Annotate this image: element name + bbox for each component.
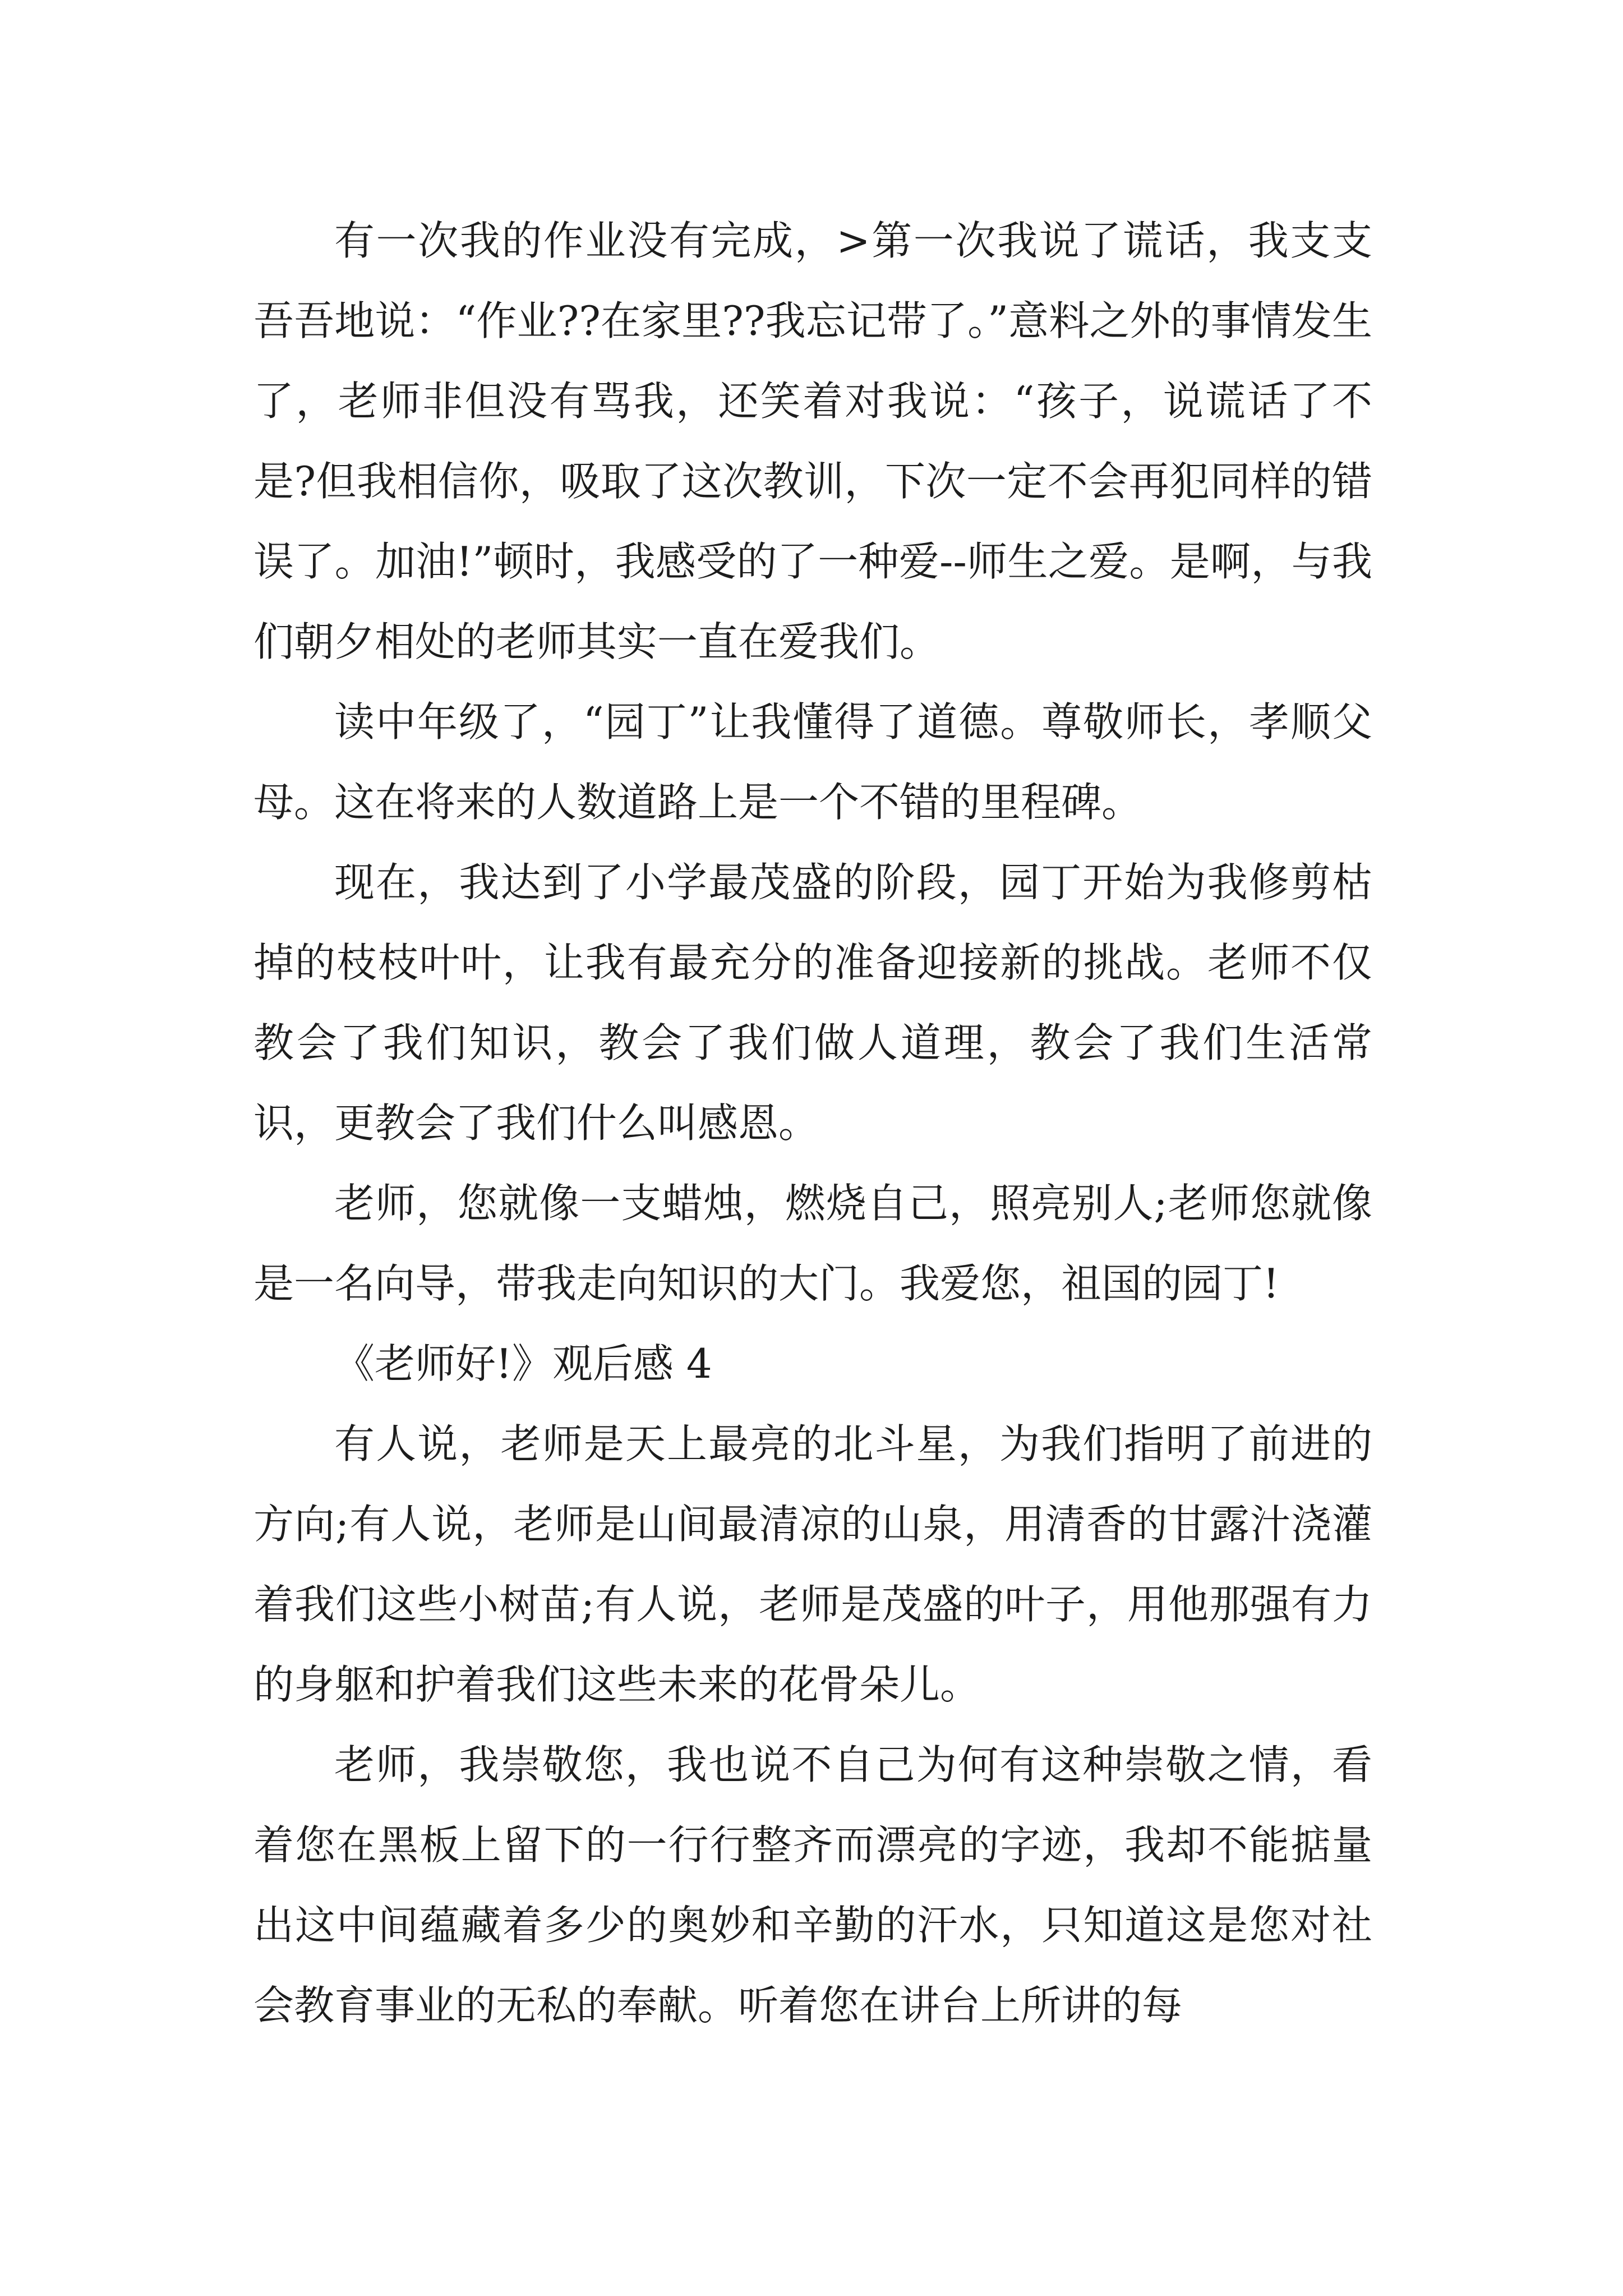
paragraph-middle-grade: 读中年级了，“园丁”让我懂得了道德。尊敬师长，孝顺父母。这在将来的人数道路上是一个不错的里程碑。 [253,698,1372,826]
paragraph-respect: 老师，我崇敬您，我也说不自己为何有这种崇敬之情，看着您在黑板上留下的一行行整齐而漂亮的字迹，我却不能掂量出这中间蕴藏着多少的奥妙和辛勤的汗水，只知道这是您对社会教育事业的无私的奉献。听着您在讲台上所讲的每 [253,1741,1372,2029]
paragraph-gardener-pruning: 现在，我达到了小学最茂盛的阶段，园丁开始为我修剪枯掉的枝枝叶叶，让我有最充分的准备迎接新的挑战。老师不仅教会了我们知识，教会了我们做人道理，教会了我们生活常识，更教会了我们什么叫感恩。 [253,859,1372,1147]
paragraph-big-dipper: 有人说，老师是天上最亮的北斗星，为我们指明了前进的方向;有人说，老师是山间最清凉的山泉，用清香的甘露汁浇灌着我们这些小树苗;有人说，老师是茂盛的叶子，用他那强有力的身躯和护着我们这些未来的花骨朵儿。 [253,1420,1372,1708]
paragraph-candle: 老师，您就像一支蜡烛，燃烧自己，照亮别人;老师您就像是一名向导，带我走向知识的大门。我爱您，祖国的园丁! [253,1180,1372,1307]
paragraph-homework-lie: 有一次我的作业没有完成，>第一次我说了谎话，我支支吾吾地说：“作业??在家里??我忘记带了。”意料之外的事情发生了，老师非但没有骂我，还笑着对我说：“孩子，说谎话了不是?但我相信你，吸取了这次教训，下次一定不会再犯同样的错误了。加油!”顿时，我感受的了一种爱--师生之爱。是啊，与我们朝夕相处的老师其实一直在爱我们。 [253,217,1372,665]
document-body [253,201,1372,2046]
section-heading: 《老师好!》观后感 4 [334,1340,712,1387]
